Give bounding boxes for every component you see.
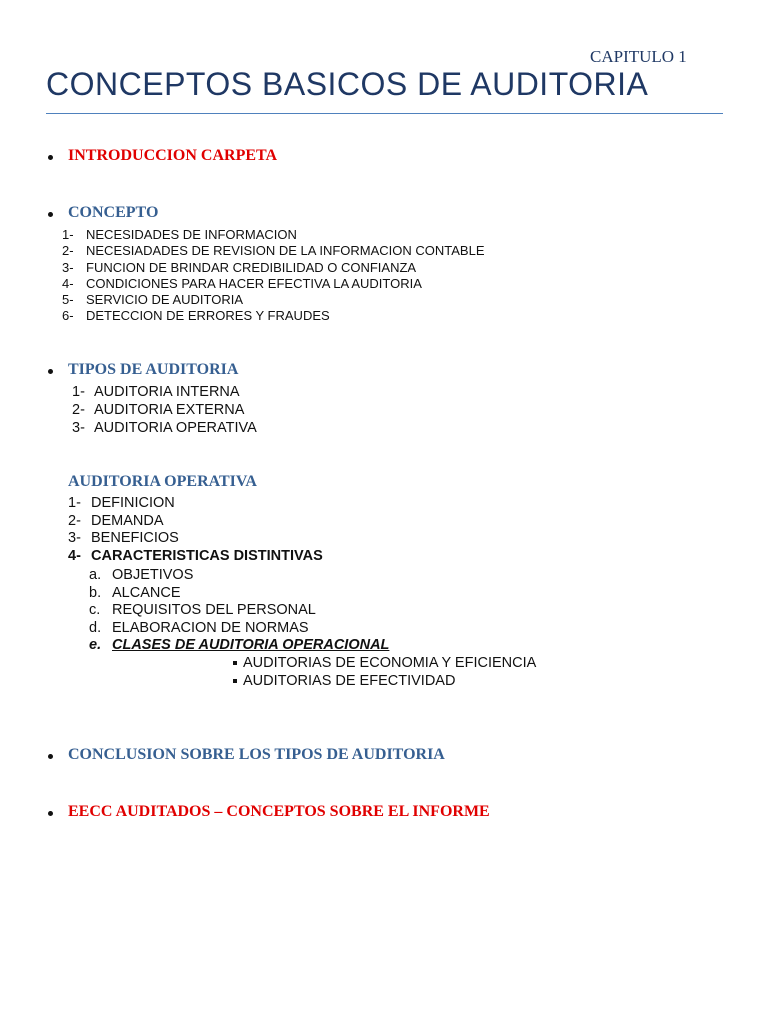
list-item: 3- AUDITORIA OPERATIVA [72,420,257,436]
bullet-icon [48,212,53,217]
operativa-list [68,495,323,565]
list-item: 2- DEMANDA [68,512,164,529]
list-item: a. OBJETIVOS [89,567,194,583]
list-item: e. CLASES DE AUDITORIA OPERACIONAL [89,637,390,654]
list-item: 3- FUNCION DE BRINDAR CREDIBILIDAD O CONFIANZA [62,259,417,275]
bullet-icon [48,369,53,374]
section-concepto-label: CONCEPTO [68,204,159,221]
bullet-icon [48,811,53,816]
square-bullet-icon [233,661,237,665]
list-item: 2- AUDITORIA EXTERNA [72,402,245,418]
list-item: c. REQUISITOS DEL PERSONAL [89,602,316,619]
list-item: 4- CARACTERISTICAS DISTINTIVAS [68,547,323,564]
chapter-label: CAPITULO 1 [590,47,687,66]
page-title: CONCEPTOS BASICOS DE AUDITORIA [46,66,649,102]
list-item: b. ALCANCE [89,584,181,601]
clases-list [233,655,536,690]
section-eecc-label: EECC AUDITADOS – CONCEPTOS SOBRE EL INFORME [68,803,490,820]
list-item: 1- AUDITORIA INTERNA [72,384,240,400]
caracteristicas-list [89,567,389,655]
concepto-list [62,227,485,325]
square-bullet-icon [233,679,237,683]
list-item: 5- SERVICIO DE AUDITORIA [62,292,244,308]
title-divider [46,113,723,114]
list-item: 2- NECESIADADES DE REVISION DE LA INFORMACION CONTABLE [62,243,485,259]
tipos-list [72,383,257,437]
section-tipos-label: TIPOS DE AUDITORIA [68,361,239,378]
list-item: 4- CONDICIONES PARA HACER EFECTIVA LA AUDITORIA [62,275,422,291]
list-item: AUDITORIAS DE ECONOMIA Y EFICIENCIA [233,655,536,673]
list-item: 3- BENEFICIOS [68,530,179,547]
list-item: d. ELABORACION DE NORMAS [89,619,309,636]
list-item: AUDITORIAS DE EFECTIVIDAD [233,673,536,691]
bullet-icon [48,754,53,759]
operativa-heading: AUDITORIA OPERATIVA [68,473,257,490]
list-item: 6- DETECCION DE ERRORES Y FRAUDES [62,308,330,324]
bullet-icon [48,155,53,160]
list-item: 1- DEFINICION [68,495,175,511]
section-conclusion-label: CONCLUSION SOBRE LOS TIPOS DE AUDITORIA [68,746,445,763]
list-item: 1- NECESIDADES DE INFORMACION [62,227,297,242]
section-intro-label: INTRODUCCION CARPETA [68,147,278,164]
